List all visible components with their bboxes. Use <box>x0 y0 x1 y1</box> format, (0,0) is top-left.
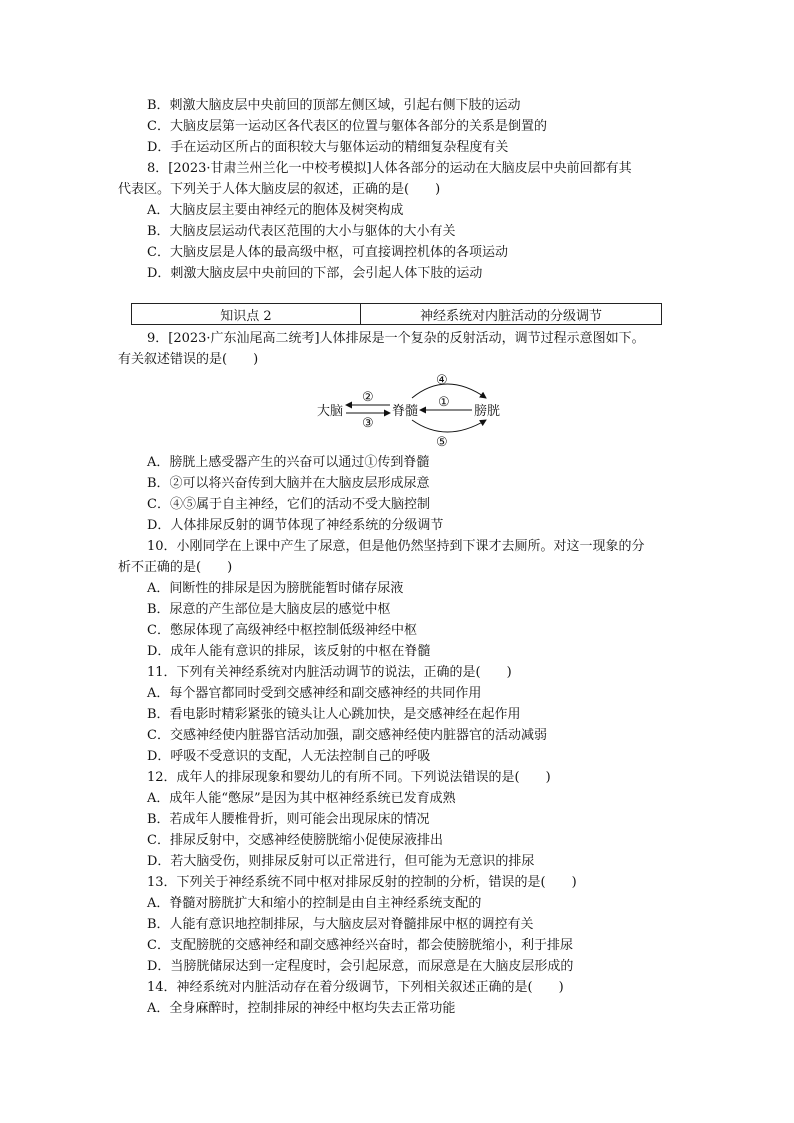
urination-reflex-diagram <box>300 370 520 448</box>
option-text: C．④⑤属于自主神经，它们的活动不受大脑控制 <box>147 497 430 512</box>
option-text: C．大脑皮层是人体的最高级中枢，可直接调控机体的各项运动 <box>147 245 508 260</box>
question-8-stem: 代表区。下列关于人体大脑皮层的叙述，正确的是( ) <box>118 182 441 197</box>
question-12-stem: 12．成年人的排尿现象和婴幼儿的有所不同。下列说法错误的是( ) <box>147 770 551 785</box>
question-8-stem: 8．[2023·甘肃兰州兰化一中校考模拟]人体各部分的运动在大脑皮层中央前回都有其 <box>147 161 632 176</box>
question-11-stem: 11．下列有关神经系统对内脏活动调节的说法，正确的是( ) <box>147 665 512 680</box>
label-arrow-4: ④ <box>436 373 448 388</box>
option-text: B．大脑皮层运动代表区范围的大小与躯体的大小有关 <box>147 224 456 239</box>
option-text: A．脊髓对膀胱扩大和缩小的控制是由自主神经系统支配的 <box>147 896 482 911</box>
label-arrow-2: ② <box>362 390 374 405</box>
option-text: B．刺激大脑皮层中央前回的顶部左侧区域，引起右侧下肢的运动 <box>147 98 521 113</box>
section-label: 知识点 2 <box>132 304 361 324</box>
option-text: B．看电影时精彩紧张的镜头让人心跳加快，是交感神经在起作用 <box>147 707 521 722</box>
option-text: C．排尿反射中，交感神经使膀胱缩小促使尿液排出 <box>147 833 443 848</box>
option-text: C．憋尿体现了高级神经中枢控制低级神经中枢 <box>147 623 417 638</box>
option-text: A．间断性的排尿是因为膀胱能暂时储存尿液 <box>147 581 404 596</box>
option-text: C．支配膀胱的交感神经和副交感神经兴奋时，都会使膀胱缩小，利于排尿 <box>147 938 573 953</box>
option-text: D．当膀胱储尿达到一定程度时，会引起尿意，而尿意是在大脑皮层形成的 <box>147 959 574 974</box>
node-brain: 大脑 <box>317 404 344 419</box>
label-arrow-3: ③ <box>362 416 374 431</box>
option-text: D．刺激大脑皮层中央前回的下部，会引起人体下肢的运动 <box>147 266 483 281</box>
label-arrow-5: ⑤ <box>436 435 448 448</box>
option-text: C．大脑皮层第一运动区各代表区的位置与躯体各部分的关系是倒置的 <box>147 119 547 134</box>
option-text: B．②可以将兴奋传到大脑并在大脑皮层形成尿意 <box>147 476 430 491</box>
node-spinal-cord: 脊髓 <box>392 404 419 419</box>
section-title: 神经系统对内脏活动的分级调节 <box>419 308 602 324</box>
question-9-stem: 9．[2023·广东汕尾高二统考]人体排尿是一个复杂的反射活动，调节过程示意图如下。 <box>147 331 645 346</box>
option-text: A．成年人能“憋尿”是因为其中枢神经系统已发育成熟 <box>147 791 456 806</box>
option-text: D．若大脑受伤，则排尿反射可以正常进行，但可能为无意识的排尿 <box>147 854 535 869</box>
option-text: D．人体排尿反射的调节体现了神经系统的分级调节 <box>147 518 444 533</box>
question-14-stem: 14．神经系统对内脏活动存在着分级调节，下列相关叙述正确的是( ) <box>147 980 564 995</box>
option-text: B．尿意的产生部位是大脑皮层的感觉中枢 <box>147 602 391 617</box>
option-text: A．大脑皮层主要由神经元的胞体及树突构成 <box>147 203 404 218</box>
arrow-5 <box>412 420 486 432</box>
option-text: A．膀胱上感受器产生的兴奋可以通过①传到脊髓 <box>147 455 430 470</box>
section-header <box>131 303 662 325</box>
question-13-stem: 13．下列关于神经系统不同中枢对排尿反射的控制的分析，错误的是( ) <box>147 875 577 890</box>
node-bladder: 膀胱 <box>474 404 501 419</box>
option-text: C．交感神经使内脏器官活动加强，副交感神经使内脏器官的活动减弱 <box>147 728 547 743</box>
option-text: D．成年人能有意识的排尿，该反射的中枢在脊髓 <box>147 644 431 659</box>
question-9-stem: 有关叙述错误的是( ) <box>118 352 259 367</box>
option-text: D．手在运动区所占的面积较大与躯体运动的精细复杂程度有关 <box>147 140 509 155</box>
option-text: B．人能有意识地控制排尿，与大脑皮层对脊髓排尿中枢的调控有关 <box>147 917 534 932</box>
question-10-stem: 10．小刚同学在上课中产生了尿意，但是他仍然坚持到下课才去厕所。对这一现象的分 <box>147 539 645 554</box>
option-text: A．全身麻醉时，控制排尿的神经中枢均失去正常功能 <box>147 1001 456 1016</box>
option-text: A．每个器官都同时受到交感神经和副交感神经的共同作用 <box>147 686 482 701</box>
option-text: B．若成年人腰椎骨折，则可能会出现尿床的情况 <box>147 812 430 827</box>
question-10-stem: 析不正确的是( ) <box>118 560 233 575</box>
label-arrow-1: ① <box>438 395 450 410</box>
option-text: D．呼吸不受意识的支配，人无法控制自己的呼吸 <box>147 749 431 764</box>
